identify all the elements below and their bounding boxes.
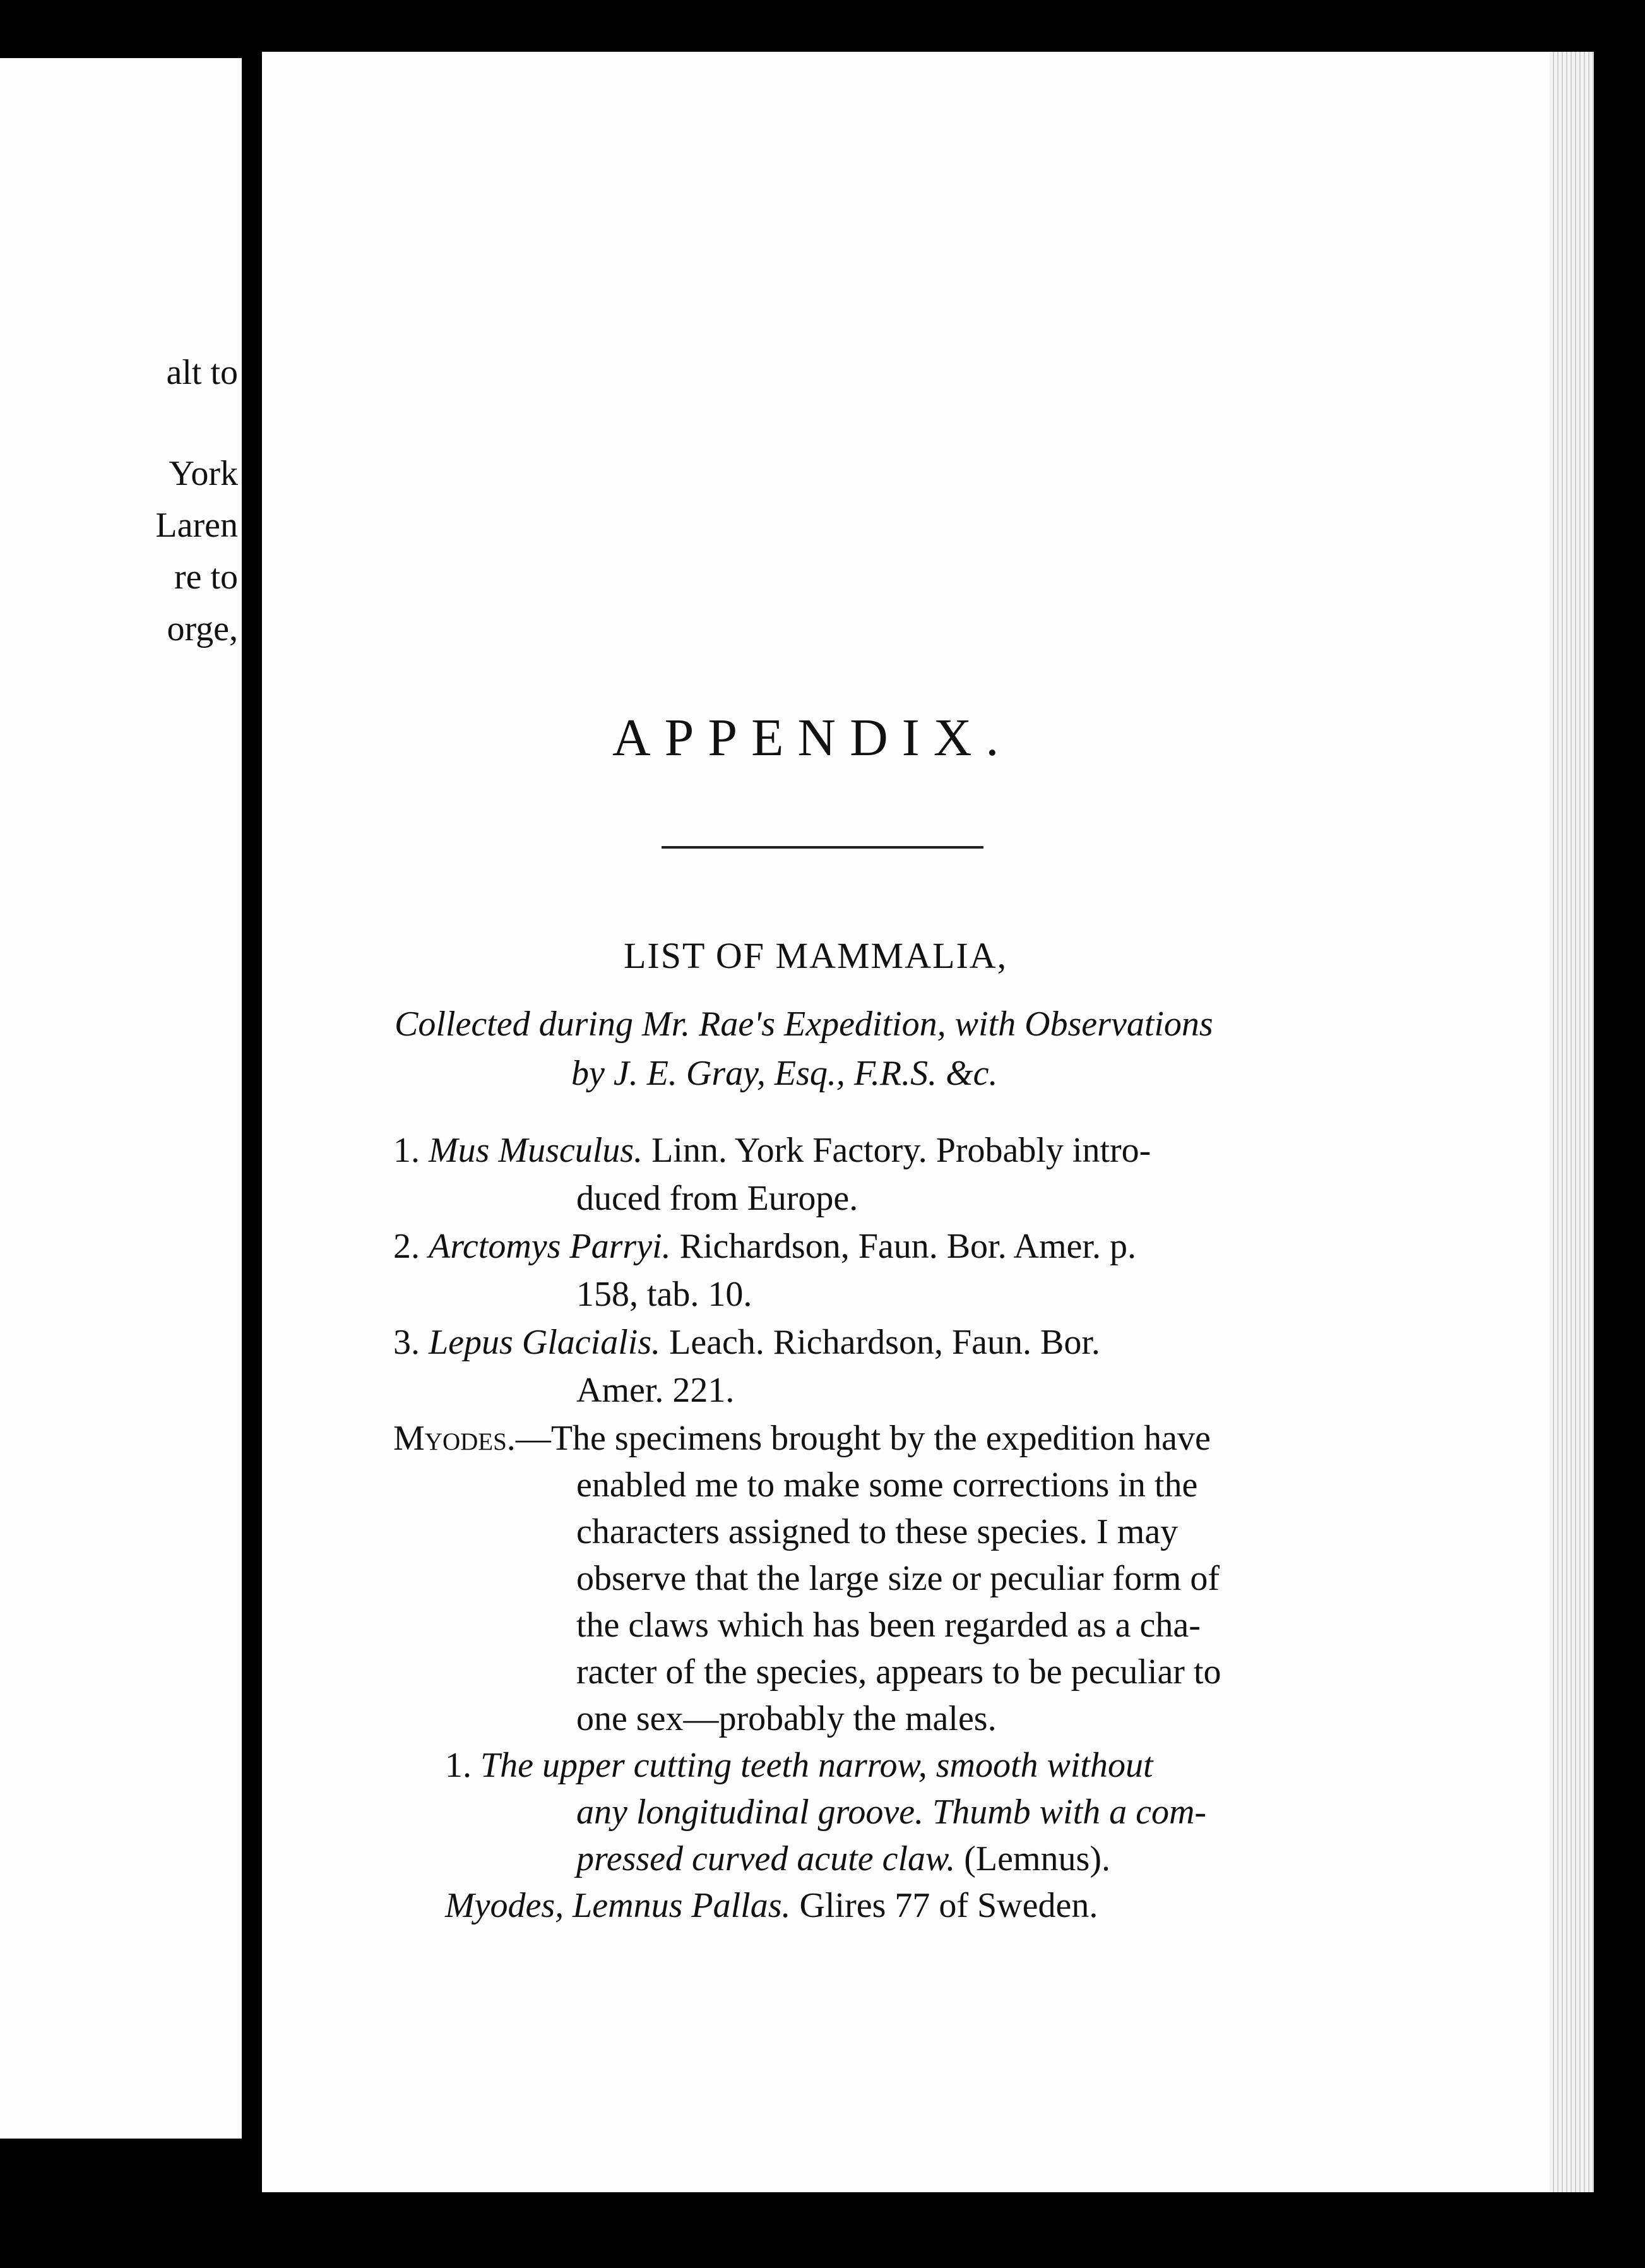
- left-page-fragment: alt to: [166, 353, 238, 392]
- entry-2: [393, 1226, 1136, 1267]
- subentry-text: (Lemnus).: [955, 1839, 1110, 1878]
- entry-2-continuation: 158, tab. 10.: [576, 1275, 752, 1314]
- myodes-paragraph-line: observe that the large size or peculiar form of: [576, 1559, 1220, 1598]
- collected-line-2: by J. E. Gray, Esq., F.R.S. &c.: [571, 1054, 998, 1093]
- entry-number: 3.: [393, 1323, 420, 1362]
- entry-3-continuation: Amer. 221.: [576, 1371, 735, 1410]
- entry-number: 1.: [393, 1131, 420, 1170]
- subentry-text: The upper cutting teeth narrow, smooth without: [480, 1746, 1153, 1785]
- paragraph-text: —The specimens brought by the expedition have: [515, 1419, 1211, 1458]
- left-page-fragment: orge,: [167, 609, 238, 648]
- book-gutter: [242, 58, 262, 2224]
- myodes-paragraph-line: one sex—probably the males.: [576, 1699, 997, 1738]
- species-name: Arctomys Parryi.: [429, 1227, 671, 1266]
- genus-label: Myodes.: [393, 1419, 516, 1458]
- entry-1: [393, 1130, 1151, 1171]
- myodes-paragraph-line: the claws which has been regarded as a cha-: [576, 1606, 1201, 1645]
- page-edges: [1550, 52, 1594, 2192]
- entry-text: Richardson, Faun. Bor. Amer. p.: [670, 1227, 1136, 1266]
- synonym-line: [445, 1885, 1098, 1926]
- subentry-1-line: any longitudinal groove. Thumb with a com-: [576, 1793, 1207, 1832]
- left-page-fragment: re to: [174, 558, 238, 597]
- subentry-1: [445, 1745, 1153, 1786]
- myodes-paragraph-first: [393, 1418, 1211, 1459]
- synonym-name: Myodes, Lemnus Pallas.: [445, 1886, 791, 1925]
- subentry-text: pressed curved acute claw.: [576, 1839, 956, 1878]
- myodes-paragraph-line: enabled me to make some corrections in the: [576, 1465, 1198, 1505]
- subentry-1-line-3: [576, 1839, 1110, 1879]
- synonym-text: Glires 77 of Sweden.: [790, 1886, 1098, 1925]
- myodes-paragraph-line: characters assigned to these species. I may: [576, 1512, 1179, 1551]
- page-title: APPENDIX.: [612, 708, 1013, 767]
- entry-number: 2.: [393, 1227, 420, 1266]
- page-edge-shadow: [1594, 52, 1599, 2192]
- left-page-fragment: Laren: [155, 506, 238, 545]
- subentry-number: 1.: [445, 1746, 472, 1785]
- entry-text: Leach. Richardson, Faun. Bor.: [660, 1323, 1100, 1362]
- left-page: [0, 58, 242, 2139]
- species-name: Lepus Glacialis.: [429, 1323, 661, 1362]
- section-heading: LIST OF MAMMALIA,: [624, 935, 1008, 976]
- entry-1-continuation: duced from Europe.: [576, 1179, 858, 1218]
- divider-rule: [662, 846, 983, 849]
- entry-text: Linn. York Factory. Probably intro-: [643, 1131, 1151, 1170]
- left-page-fragment: York: [169, 454, 238, 493]
- species-name: Mus Musculus.: [429, 1131, 643, 1170]
- collected-line-1: Collected during Mr. Rae's Expedition, with Observations: [395, 1005, 1213, 1044]
- entry-3: [393, 1322, 1100, 1363]
- myodes-paragraph-line: racter of the species, appears to be peculiar to: [576, 1652, 1221, 1692]
